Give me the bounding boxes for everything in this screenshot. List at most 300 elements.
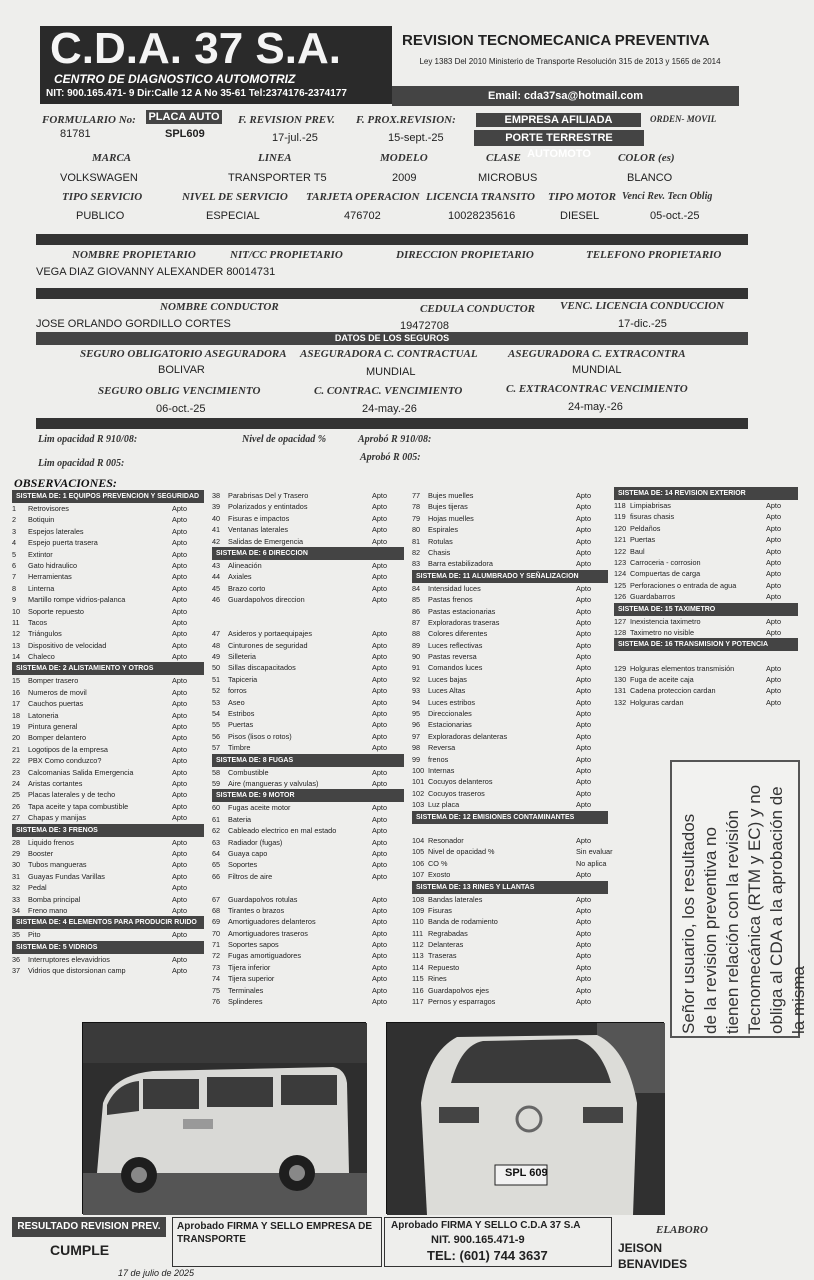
inspection-row (412, 939, 608, 950)
item-number: 44 (212, 572, 221, 582)
disclaimer-line: obliga al CDA a la aprobación de (767, 786, 786, 1034)
item-result: Apto (766, 592, 782, 602)
inspection-row (12, 744, 204, 755)
item-result: Apto (576, 536, 592, 546)
system-header: SISTEMA DE: 8 FUGAS (212, 754, 404, 767)
item-result: Apto (372, 652, 388, 662)
tipo-value: PUBLICO (76, 210, 125, 222)
inspection-row (212, 928, 404, 939)
item-result: Apto (172, 733, 188, 743)
item-result: Apto (372, 997, 388, 1007)
item-number: 131 (614, 686, 627, 696)
item-description: Timbre (228, 743, 251, 753)
item-description: frenos (428, 754, 449, 764)
item-number: 35 (12, 930, 21, 940)
item-result: Apto (172, 790, 188, 800)
item-number: 40 (212, 513, 221, 523)
item-description: Holguras cardan (630, 697, 684, 707)
inspection-row (212, 778, 404, 789)
resultado-label: RESULTADO REVISION PREV. (12, 1217, 166, 1237)
color-value: BLANCO (627, 172, 673, 184)
item-number: 59 (212, 778, 221, 788)
item-number: 109 (412, 905, 425, 915)
item-number: 84 (412, 583, 421, 593)
item-result: Apto (372, 778, 388, 788)
item-description: Sillas discapacitados (228, 663, 296, 673)
item-description: Ventanas laterales (228, 525, 289, 535)
inspection-row (212, 848, 404, 859)
item-result: Apto (766, 557, 782, 567)
orden-label: ORDEN- MOVIL (650, 114, 717, 124)
item-description: Asideros y portaequipajes (228, 629, 312, 639)
item-number: 47 (212, 629, 221, 639)
item-description: Rotulas (428, 536, 453, 546)
inspection-row (412, 916, 608, 927)
item-result: Apto (766, 501, 782, 510)
system-header: SISTEMA DE: 6 DIRECCION (212, 547, 404, 560)
item-result: Apto (172, 837, 188, 847)
item-number: 98 (412, 743, 421, 753)
item-number: 99 (412, 754, 421, 764)
spacer (212, 606, 404, 617)
item-result: Apto (372, 962, 388, 972)
item-description: Parabrisas Del y Trasero (228, 491, 309, 500)
item-description: Botiquin (28, 515, 55, 525)
item-result: Apto (372, 767, 388, 777)
item-result: Apto (172, 652, 188, 662)
fecha-value: 17 de julio de 2025 (118, 1268, 195, 1278)
item-description: Luces estribos (428, 697, 476, 707)
inspection-row (412, 869, 608, 880)
item-description: Delanteras (428, 940, 464, 950)
inspection-row (212, 662, 404, 673)
item-result: Apto (172, 756, 188, 766)
item-number: 23 (12, 767, 21, 777)
item-number: 43 (212, 560, 221, 570)
driver-cedula-value: 19472708 (400, 320, 449, 332)
inspection-row (12, 965, 204, 976)
item-number: 11 (12, 617, 20, 627)
stamp-tel: TEL: (601) 744 3637 (427, 1248, 548, 1263)
item-number: 62 (212, 826, 221, 836)
plate-in-photo: SPL 609 (505, 1167, 548, 1179)
item-number: 39 (212, 502, 221, 512)
item-description: Guardapolvos direccion (228, 595, 305, 605)
inspection-row (12, 617, 204, 628)
item-description: Bomba principal (28, 894, 81, 904)
item-result: Apto (372, 720, 388, 730)
item-number: 103 (412, 800, 425, 810)
item-result: Apto (372, 894, 388, 904)
item-number: 121 (614, 535, 627, 545)
empresa-label: EMPRESA AFILIADA (476, 113, 641, 127)
inspection-row (212, 871, 404, 882)
item-result: Apto (172, 744, 188, 754)
item-result: Apto (172, 722, 188, 732)
item-description: Fuga de aceite caja (630, 675, 694, 685)
item-description: Comandos luces (428, 663, 483, 673)
inspection-row (412, 985, 608, 996)
item-result: Apto (576, 870, 592, 880)
item-number: 85 (412, 595, 421, 605)
system-header: SISTEMA DE: 3 FRENOS (12, 824, 204, 837)
item-number: 65 (212, 860, 221, 870)
inspection-row (212, 973, 404, 984)
item-result: Apto (172, 629, 188, 639)
item-result: Apto (766, 697, 782, 707)
item-number: 72 (212, 951, 221, 961)
licencia-value: 10028235616 (448, 210, 516, 222)
inspection-row (614, 557, 798, 568)
lim910-label: Lim opacidad R 910/08: (38, 434, 138, 445)
inspection-row (12, 687, 204, 698)
item-description: Regrabadas (428, 928, 468, 938)
item-description: Perforaciones o entrada de agua (630, 580, 737, 590)
inspection-row (412, 674, 608, 685)
item-description: Tijera superior (228, 974, 275, 984)
item-description: Chaleco (28, 652, 55, 662)
inspection-row (412, 788, 608, 799)
item-description: fisuras chasis (630, 512, 675, 522)
nivel-value: ESPECIAL (206, 210, 260, 222)
inspection-row (412, 846, 613, 857)
item-result: Apto (372, 940, 388, 950)
inspection-row (12, 905, 204, 916)
item-result: Apto (172, 871, 188, 881)
item-description: Compuertas de carga (630, 569, 701, 579)
item-description: Internas (428, 765, 455, 775)
item-number: 3 (12, 526, 17, 536)
item-description: Tubos mangueras (28, 860, 87, 870)
inspection-row (412, 742, 608, 753)
item-number: 12 (12, 629, 21, 639)
owner-name-value: VEGA DIAZ GIOVANNY ALEXANDER 80014731 (36, 266, 276, 278)
item-number: 116 (412, 985, 424, 995)
lim005-label: Lim opacidad R 005: (38, 458, 125, 469)
item-number: 70 (212, 928, 221, 938)
insurance-header-text: DATOS DE LOS SEGUROS (334, 333, 450, 343)
inspection-row (12, 755, 204, 766)
item-result: Apto (172, 778, 188, 788)
item-description: Repuesto (428, 962, 460, 972)
inspection-row (12, 583, 204, 594)
color-label: COLOR (es) (618, 152, 675, 164)
item-number: 123 (614, 557, 627, 567)
inspection-row (212, 859, 404, 870)
inspection-row (12, 894, 204, 905)
inspection-row (212, 708, 404, 719)
item-description: Luces reflectivas (428, 640, 483, 650)
item-number: 114 (412, 962, 424, 972)
inspection-row (412, 754, 608, 765)
inspection-row (12, 594, 204, 605)
inspection-row (412, 594, 608, 605)
item-result: Apto (372, 803, 388, 813)
item-description: Cauchos puertas (28, 699, 84, 709)
soat-venc-label: SEGURO OBLIG VENCIMIENTO (98, 385, 261, 397)
item-description: Dispositivo de velocidad (28, 640, 107, 650)
item-result: Apto (172, 710, 188, 720)
item-number: 6 (12, 560, 17, 570)
item-result: Apto (576, 709, 592, 719)
item-description: Cadena proteccion cardan (630, 686, 716, 696)
item-number: 37 (12, 966, 21, 976)
item-description: Tirantes o brazos (228, 905, 285, 915)
inspection-row (12, 628, 204, 639)
item-description: Inexistencia taximetro (630, 616, 701, 626)
item-description: Rines (428, 974, 447, 984)
item-description: Holguras elementos transmisión (630, 663, 735, 673)
item-result: Apto (172, 606, 188, 616)
item-result: Apto (766, 675, 782, 685)
item-number: 77 (412, 491, 421, 500)
inspection-row (614, 534, 798, 545)
spacer (212, 882, 404, 893)
law-reference: Ley 1383 Del 2010 Ministerio de Transporte Resolución 315 de 2013 y 1565 de 2014 (419, 57, 721, 66)
item-number: 118 (614, 501, 626, 510)
item-result: Apto (172, 504, 188, 513)
item-description: Aire (mangueras y valvulas) (228, 778, 319, 788)
item-description: Radiador (fugas) (228, 837, 283, 847)
opacity-header-bar (36, 418, 748, 429)
driver-header-bar (36, 288, 748, 299)
item-number: 117 (412, 997, 424, 1007)
item-number: 19 (12, 722, 21, 732)
inspection-row (12, 606, 204, 617)
spacer (412, 824, 608, 835)
item-description: Triángulos (28, 629, 62, 639)
inspection-row (12, 882, 204, 893)
extra-venc-value: 24-may.-26 (568, 401, 623, 413)
item-number: 73 (212, 962, 221, 972)
item-number: 1 (12, 504, 17, 513)
inspection-row (12, 767, 204, 778)
item-description: Terminales (228, 985, 264, 995)
item-result: Apto (576, 674, 592, 684)
item-number: 50 (212, 663, 221, 673)
item-result: Apto (372, 674, 388, 684)
item-description: Amortiguadores delanteros (228, 917, 316, 927)
item-description: Espejo puerta trasera (28, 538, 98, 548)
inspection-row (212, 628, 404, 639)
item-result: Apto (576, 962, 592, 972)
inspection-row (12, 778, 204, 789)
cda-approval-box (384, 1217, 612, 1267)
inspection-row (412, 996, 608, 1007)
soat-venc-value: 06-oct.-25 (156, 403, 206, 415)
inspection-column-4 (614, 487, 798, 708)
item-description: Filtros de aire (228, 871, 273, 881)
item-description: Luz placa (428, 800, 460, 810)
inspection-row (412, 617, 608, 628)
system-header: SISTEMA DE: 1 EQUIPOS PREVENCION Y SEGURIDAD (12, 490, 204, 503)
item-description: Cocuyos traseros (428, 788, 485, 798)
item-description: Baul (630, 546, 645, 556)
item-number: 86 (412, 606, 421, 616)
item-description: Limpiabrisas (630, 501, 671, 510)
inspection-row (212, 697, 404, 708)
item-result: Apto (576, 974, 592, 984)
item-result: Apto (172, 526, 188, 536)
inspection-row (212, 905, 404, 916)
item-result: Apto (372, 826, 388, 836)
item-result: No aplica (576, 858, 607, 868)
item-number: 56 (212, 731, 221, 741)
item-result: Apto (172, 572, 188, 582)
item-result: Apto (372, 697, 388, 707)
inspection-row (412, 524, 608, 535)
tipo-label: TIPO SERVICIO (62, 191, 143, 203)
inspection-row (212, 560, 404, 571)
inspection-row (412, 973, 608, 984)
inspection-row (12, 732, 204, 743)
item-description: Resonador (428, 835, 464, 845)
item-number: 48 (212, 640, 221, 650)
item-description: Estacionarias (428, 720, 472, 730)
motor-value: DIESEL (560, 210, 600, 222)
driver-venc-label: VENC. LICENCIA CONDUCCION (560, 300, 725, 312)
driver-name-label: NOMBRE CONDUCTOR (160, 301, 279, 313)
contr-label: ASEGURADORA C. CONTRACTUAL (300, 348, 478, 360)
item-number: 74 (212, 974, 221, 984)
item-description: Pito (28, 930, 41, 940)
disclaimer-box (670, 760, 808, 1038)
inspection-row (412, 640, 608, 651)
item-number: 14 (12, 652, 21, 662)
item-result: Apto (576, 743, 592, 753)
item-number: 132 (614, 697, 627, 707)
inspection-row (212, 513, 404, 524)
item-number: 71 (212, 940, 221, 950)
inspection-row (212, 490, 404, 501)
document-title: REVISION TECNOMECANICA PREVENTIVA (402, 32, 710, 49)
inspection-row (412, 719, 608, 730)
empresa-approval-text: Aprobado FIRMA Y SELLO EMPRESA DE TRANSPORTE (177, 1221, 373, 1245)
inspection-column-2 (212, 490, 404, 1007)
inspection-row (412, 928, 608, 939)
item-result: Apto (576, 559, 592, 569)
inspection-row (614, 663, 798, 674)
item-description: Pastas frenos (428, 595, 473, 605)
email-bar (392, 86, 739, 106)
empresa-value: PORTE TERRESTRE AUTOMOTO (474, 130, 644, 146)
inspection-row (12, 929, 204, 940)
item-number: 125 (614, 580, 627, 590)
item-number: 100 (412, 765, 425, 775)
item-description: Tapiceria (228, 674, 258, 684)
driver-venc-value: 17-dic.-25 (618, 318, 667, 330)
inspection-row (12, 651, 204, 662)
item-result: Apto (372, 951, 388, 961)
item-number: 45 (212, 583, 221, 593)
owner-name-label: NOMBRE PROPIETARIO (72, 249, 196, 261)
item-description: Fisuras (428, 905, 452, 915)
inspection-row (412, 651, 608, 662)
item-description: Freno mano (28, 905, 68, 915)
item-number: 33 (12, 894, 21, 904)
item-description: Retrovisores (28, 504, 69, 513)
item-description: Gato hidraulico (28, 560, 78, 570)
inspection-row (614, 591, 798, 602)
item-description: Espejos laterales (28, 526, 84, 536)
item-number: 26 (12, 801, 21, 811)
item-result: Apto (372, 860, 388, 870)
item-result: Apto (172, 515, 188, 525)
item-description: Amortiguadores traseros (228, 928, 308, 938)
inspection-row (12, 503, 204, 514)
item-number: 60 (212, 803, 221, 813)
item-result: Apto (372, 871, 388, 881)
inspection-row (412, 606, 608, 617)
inspection-row (614, 511, 798, 522)
soat-value: BOLIVAR (158, 364, 205, 376)
owner-dir-label: DIRECCION PROPIETARIO (396, 249, 534, 261)
item-number: 22 (12, 756, 21, 766)
item-description: Bujes tijeras (428, 502, 468, 512)
inspection-row (12, 837, 204, 848)
item-number: 97 (412, 731, 421, 741)
item-description: Splinderes (228, 997, 263, 1007)
item-description: Guardapolvos ejes (428, 985, 489, 995)
placa-label: PLACA AUTO (146, 110, 222, 124)
item-number: 82 (412, 547, 421, 557)
item-result: Apto (766, 535, 782, 545)
inspection-row (212, 996, 404, 1007)
system-header: SISTEMA DE: 15 TAXIMETRO (614, 603, 798, 616)
inspection-row (614, 568, 798, 579)
item-description: Cinturones de seguridad (228, 640, 308, 650)
stamp-nit: NIT. 900.165.471-9 (431, 1234, 525, 1246)
item-result: Apto (766, 569, 782, 579)
item-result: Apto (372, 731, 388, 741)
item-description: Herramientas (28, 572, 72, 582)
inspection-row (412, 536, 608, 547)
item-number: 16 (12, 687, 21, 697)
inspection-row (12, 954, 204, 965)
formulario-value: 81781 (60, 128, 91, 140)
item-result: Apto (172, 676, 188, 686)
inspection-row (12, 801, 204, 812)
licencia-label: LICENCIA TRANSITO (426, 191, 535, 203)
item-number: 96 (412, 720, 421, 730)
inspection-row (212, 825, 404, 836)
item-description: Cocuyos delanteros (428, 777, 493, 787)
inspection-column-1 (12, 490, 204, 976)
van-front-illustration (387, 1023, 665, 1215)
inspection-row (614, 546, 798, 557)
inspection-row (212, 837, 404, 848)
inspection-row (412, 731, 608, 742)
item-number: 49 (212, 652, 221, 662)
item-description: Pedal (28, 883, 47, 893)
item-result: Apto (172, 860, 188, 870)
item-number: 4 (12, 538, 17, 548)
item-result: Apto (172, 930, 188, 940)
inspection-row (12, 698, 204, 709)
inspection-row (212, 742, 404, 753)
owner-header-bar (36, 234, 748, 245)
item-description: Polarizados y entintados (228, 502, 308, 512)
item-description: Axiales (228, 572, 252, 582)
inspection-row (412, 662, 608, 673)
contr-venc-value: 24-may.-26 (362, 403, 417, 415)
extra-label: ASEGURADORA C. EXTRACONTRA (508, 348, 686, 360)
item-result: Apto (172, 883, 188, 893)
inspection-row (412, 962, 608, 973)
empresa-approval-box (172, 1217, 382, 1267)
frev-label: F. REVISION PREV. (238, 114, 335, 126)
item-number: 112 (412, 940, 424, 950)
